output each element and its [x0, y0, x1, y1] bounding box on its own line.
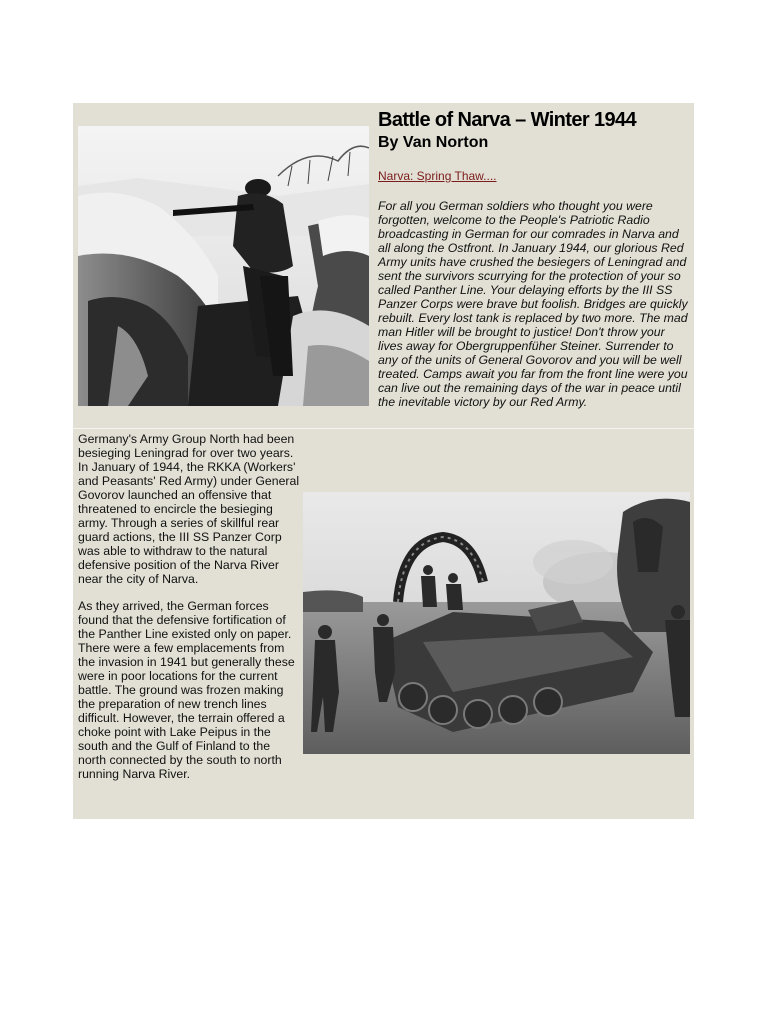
article-title: Battle of Narva – Winter 1944 — [378, 109, 637, 131]
article-byline: By Van Norton — [378, 134, 489, 151]
row-divider — [73, 428, 694, 429]
trench-soldier-photo — [78, 126, 369, 406]
radio-broadcast-intro: For all you German soldiers who thought you were forgotten, welcome to the People's Patriotic Radio broadcasting in German for our comrades in Narva and all along the Ostfront. In January 1944, our glorious Red Army units have crushed the besiegers of Leningrad and sent the survivors scurrying for the protection of your so called Panther Line. Your delaying efforts by the III SS Panzer Corps were brave but foolish. Bridges are quickly rebuilt. Every lost tank is replaced by two more. The mad man Hitler will be brought to justice! Don't throw your lives away for Obergruppenfüher Steiner. Surrender to any of the units of General Govorov and you will be well treated. Camps await you far from the front line were you can live out the remaining days of the war in peace until the inevitable victory by our Red Army. — [378, 199, 688, 409]
body-paragraph: Germany's Army Group North had been besieging Leningrad for over two years. In January of 1944, the RKKA (Workers' and Peasants' Red Army) under General Govorov launched an offensive that threatened to encircle the besieging army. Through a series of skillful rear guard actions, the III SS Panzer Corp was able to withdraw to the natural defensive position of the Narva River near the city of Narva. — [78, 432, 300, 586]
spring-thaw-link[interactable]: Narva: Spring Thaw.... — [378, 169, 497, 183]
article-body — [78, 432, 300, 794]
destroyed-tank-photo — [303, 492, 690, 754]
body-paragraph: As they arrived, the German forces found that the defensive fortification of the Panther Line existed only on paper. There were a few emplacements from the invasion in 1941 but generally these were in poor locations for the current battle. The ground was frozen making the preparation of new trench lines difficult. However, the terrain offered a choke point with Lake Peipus in the south and the Gulf of Finland to the north connected by the south to north running Narva River. — [78, 599, 295, 781]
